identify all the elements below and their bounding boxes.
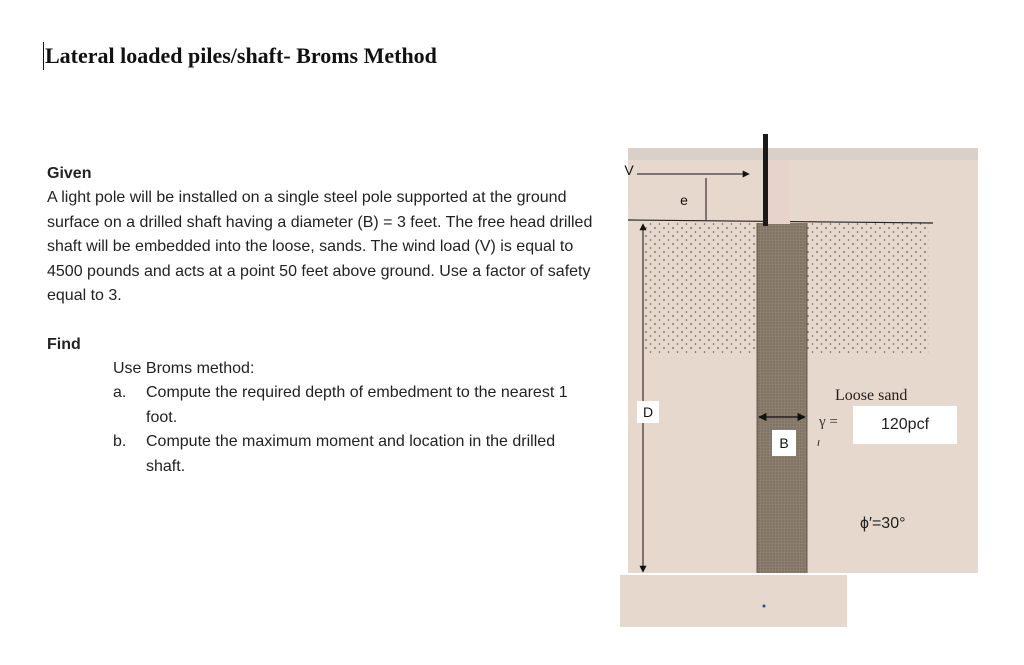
- eccentricity-label: e: [680, 192, 688, 208]
- page-title: Lateral loaded piles/shaft- Broms Method: [45, 43, 437, 68]
- given-paragraph: A light pole will be installed on a single steel pole supported at the ground surface on a drilled shaft having a diameter (B) = 3 feet. The free head drilled shaft will be embedded into the loose, sands. The wind load (V) is equal to 4500 pounds and acts at a point 50 feet above ground. Use a factor of safety equal to 3.: [47, 189, 593, 304]
- shaft-diagram: [617, 130, 982, 630]
- find-item-a-marker: a.: [113, 384, 127, 401]
- find-intro: Use Broms method:: [113, 360, 255, 377]
- sand-dots-left: [645, 222, 757, 354]
- given-heading: Given: [47, 165, 92, 182]
- find-item-a: [113, 381, 613, 431]
- soil-name-label: Loose sand: [835, 387, 908, 404]
- sand-dots-right: [807, 222, 929, 354]
- unit-weight-value: 120pcf: [853, 406, 957, 444]
- embedment-depth-label: D: [637, 401, 659, 423]
- panel-dot: [763, 605, 766, 608]
- find-item-a-text: Compute the required depth of embedment to the nearest 1 foot.: [146, 384, 568, 426]
- wind-load-label: V: [624, 162, 634, 178]
- lower-panel: [620, 575, 847, 627]
- friction-angle-label: ϕ′=30°: [860, 515, 906, 532]
- drilled-shaft-figure: [617, 130, 982, 630]
- unit-weight-symbol: γ =: [819, 414, 838, 430]
- find-item-b: [113, 430, 613, 480]
- steel-pole: [763, 134, 768, 226]
- find-item-b-marker: b.: [113, 433, 127, 450]
- find-heading: Find: [47, 336, 81, 353]
- top-band: [628, 148, 978, 160]
- diameter-label: B: [772, 430, 796, 456]
- pole-shadow: [768, 160, 790, 224]
- find-item-b-text: Compute the maximum moment and location in the drilled shaft.: [146, 433, 556, 475]
- drilled-shaft: [757, 223, 807, 573]
